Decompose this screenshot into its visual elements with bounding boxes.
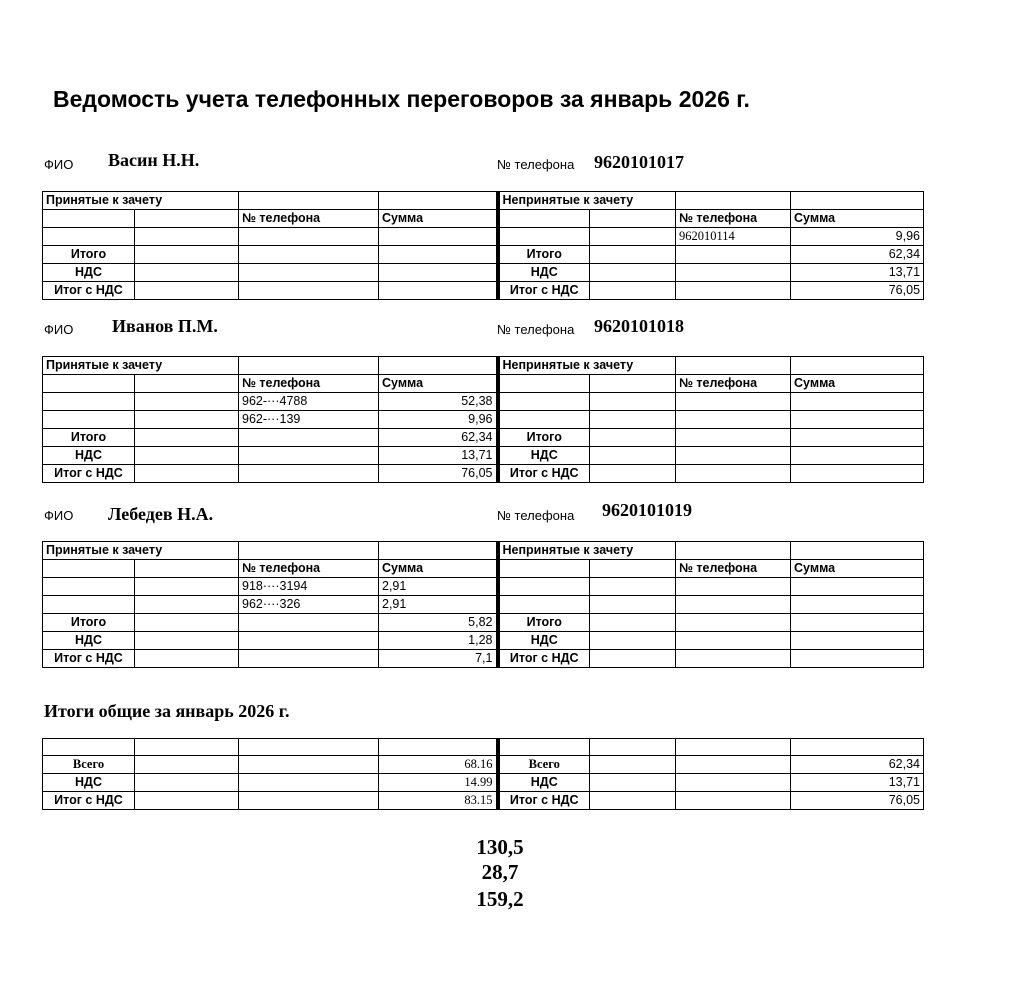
table-row bbox=[43, 650, 924, 668]
table-row bbox=[43, 264, 924, 282]
nds-label: НДС bbox=[498, 774, 590, 792]
phone-label: № телефона bbox=[497, 322, 575, 337]
col-sum-header: Сумма bbox=[791, 375, 924, 393]
table-row bbox=[43, 357, 924, 375]
nds-value: 13,71 bbox=[379, 447, 498, 465]
itog-nds-value: 76,05 bbox=[791, 282, 924, 300]
table-row bbox=[43, 192, 924, 210]
table-row bbox=[43, 578, 924, 596]
table-row bbox=[43, 774, 924, 792]
nds-value: 14.99 bbox=[379, 774, 498, 792]
col-sum-header: Сумма bbox=[379, 560, 498, 578]
nds-value: 13,71 bbox=[791, 264, 924, 282]
nds-label: НДС bbox=[43, 632, 135, 650]
nds-value: 1,28 bbox=[379, 632, 498, 650]
employee-table bbox=[42, 356, 924, 483]
phone-cell: 918····3194 bbox=[239, 578, 379, 596]
itog-nds-label: Итог с НДС bbox=[498, 465, 590, 483]
table-row bbox=[43, 228, 924, 246]
not-accepted-header: Непринятые к зачету bbox=[498, 542, 676, 560]
table-row bbox=[43, 429, 924, 447]
itog-nds-label: Итог с НДС bbox=[498, 282, 590, 300]
col-phone-header: № телефона bbox=[676, 560, 791, 578]
page-title: Ведомость учета телефонных переговоров за январь 2026 г. bbox=[53, 86, 750, 112]
employee-phone: 9620101017 bbox=[594, 152, 684, 172]
sum-cell: 9,96 bbox=[379, 411, 498, 429]
table-row bbox=[43, 739, 924, 756]
col-sum-header: Сумма bbox=[379, 375, 498, 393]
itog-nds-value: 76,05 bbox=[379, 465, 498, 483]
sum-cell: 52,38 bbox=[379, 393, 498, 411]
itog-nds-value: 7,1 bbox=[379, 650, 498, 668]
col-phone-header: № телефона bbox=[239, 210, 379, 228]
itogo-label: Итого bbox=[498, 429, 590, 447]
employee-phone: 9620101019 bbox=[602, 500, 692, 520]
table-row bbox=[43, 411, 924, 429]
fio-label: ФИО bbox=[44, 508, 74, 523]
accepted-header: Принятые к зачету bbox=[43, 542, 239, 560]
grand-total-sum: 130,5 bbox=[476, 835, 524, 859]
grand-total-with-nds: 159,2 bbox=[476, 887, 524, 911]
fio-label: ФИО bbox=[44, 322, 74, 337]
itogo-label: Итого bbox=[43, 429, 135, 447]
itogo-label: Итого bbox=[43, 246, 135, 264]
employee-name: Иванов П.М. bbox=[112, 316, 218, 336]
itog-nds-value: 76,05 bbox=[791, 792, 924, 810]
nds-label: НДС bbox=[498, 447, 590, 465]
table-row bbox=[43, 596, 924, 614]
itogo-value: 62,34 bbox=[791, 246, 924, 264]
table-row bbox=[43, 542, 924, 560]
employee-name: Лебедев Н.А. bbox=[108, 504, 214, 524]
accepted-header: Принятые к зачету bbox=[43, 192, 239, 210]
nds-label: НДС bbox=[498, 264, 590, 282]
grand-total-nds: 28,7 bbox=[481, 860, 519, 884]
col-phone-header: № телефона bbox=[676, 210, 791, 228]
table-row bbox=[43, 614, 924, 632]
table-row bbox=[43, 792, 924, 810]
phone-cell: 962····326 bbox=[239, 596, 379, 614]
employee-table bbox=[42, 541, 924, 668]
itog-nds-value: 83.15 bbox=[379, 792, 498, 810]
col-phone-header: № телефона bbox=[676, 375, 791, 393]
phone-cell: 962010114 bbox=[676, 228, 791, 246]
table-row bbox=[43, 393, 924, 411]
summary-table bbox=[42, 738, 924, 810]
itogo-label: Итого bbox=[43, 614, 135, 632]
vsego-value: 62,34 bbox=[791, 756, 924, 774]
col-phone-header: № телефона bbox=[239, 560, 379, 578]
sum-cell: 2,91 bbox=[379, 578, 498, 596]
nds-label: НДС bbox=[43, 447, 135, 465]
vsego-value: 68.16 bbox=[379, 756, 498, 774]
vsego-label: Всего bbox=[43, 756, 135, 774]
itog-nds-label: Итог с НДС bbox=[43, 465, 135, 483]
table-row bbox=[43, 447, 924, 465]
phone-cell: 962-···139 bbox=[239, 411, 379, 429]
summary-title: Итоги общие за январь 2026 г. bbox=[44, 701, 290, 721]
fio-label: ФИО bbox=[44, 157, 74, 172]
vsego-label: Всего bbox=[498, 756, 590, 774]
itogo-label: Итого bbox=[498, 246, 590, 264]
phone-label: № телефона bbox=[497, 157, 575, 172]
col-sum-header: Сумма bbox=[379, 210, 498, 228]
table-row bbox=[43, 632, 924, 650]
table-row bbox=[43, 465, 924, 483]
itogo-label: Итого bbox=[498, 614, 590, 632]
table-row bbox=[43, 246, 924, 264]
table-row bbox=[43, 210, 924, 228]
col-sum-header: Сумма bbox=[791, 210, 924, 228]
nds-label: НДС bbox=[43, 264, 135, 282]
sum-cell: 9,96 bbox=[791, 228, 924, 246]
itogo-value: 5,82 bbox=[379, 614, 498, 632]
itog-nds-label: Итог с НДС bbox=[43, 792, 135, 810]
itog-nds-label: Итог с НДС bbox=[498, 650, 590, 668]
sum-cell: 2,91 bbox=[379, 596, 498, 614]
itog-nds-label: Итог с НДС bbox=[43, 650, 135, 668]
table-row bbox=[43, 560, 924, 578]
table-row bbox=[43, 282, 924, 300]
nds-label: НДС bbox=[498, 632, 590, 650]
not-accepted-header: Непринятые к зачету bbox=[498, 357, 676, 375]
col-sum-header: Сумма bbox=[791, 560, 924, 578]
itog-nds-label: Итог с НДС bbox=[498, 792, 590, 810]
table-row bbox=[43, 375, 924, 393]
itogo-value: 62,34 bbox=[379, 429, 498, 447]
nds-value: 13,71 bbox=[791, 774, 924, 792]
phone-label: № телефона bbox=[497, 508, 575, 523]
nds-label: НДС bbox=[43, 774, 135, 792]
itog-nds-label: Итог с НДС bbox=[43, 282, 135, 300]
accepted-header: Принятые к зачету bbox=[43, 357, 239, 375]
employee-name: Васин Н.Н. bbox=[108, 150, 200, 170]
table-row bbox=[43, 756, 924, 774]
not-accepted-header: Непринятые к зачету bbox=[498, 192, 676, 210]
col-phone-header: № телефона bbox=[239, 375, 379, 393]
phone-cell: 962-···4788 bbox=[239, 393, 379, 411]
employee-phone: 9620101018 bbox=[594, 316, 684, 336]
employee-table bbox=[42, 191, 924, 300]
